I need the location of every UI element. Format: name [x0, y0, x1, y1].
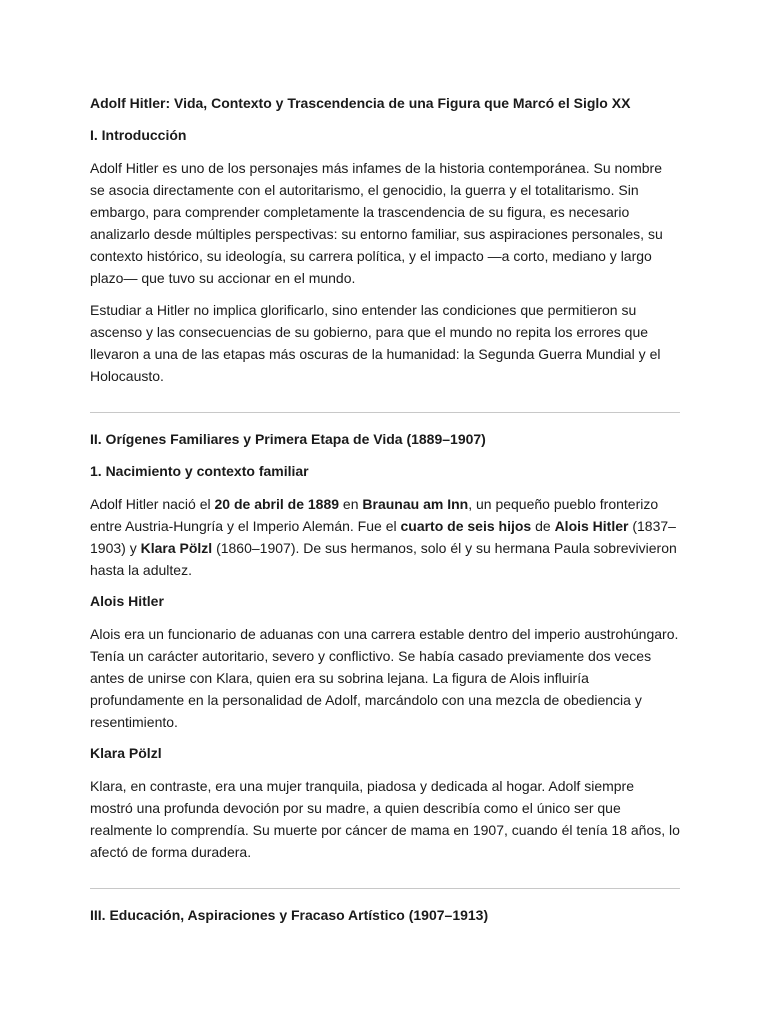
birth-text-6: (1860–1907). De sus hermanos, solo él y su hermana Paula sobrevivieron hasta la adultez. — [90, 540, 677, 578]
section-divider — [90, 888, 680, 889]
birth-text-1: Adolf Hitler nació el — [90, 496, 215, 512]
subsection-heading-nacimiento: 1. Nacimiento y contexto familiar — [90, 463, 309, 479]
subheading-alois: Alois Hitler — [90, 593, 164, 609]
birth-text-4: de — [531, 518, 555, 534]
father-name: Alois Hitler — [554, 518, 629, 534]
birth-paragraph — [90, 493, 680, 581]
intro-paragraph-2: Estudiar a Hitler no implica glorificarlo, sino entender las condiciones que permitieron su ascenso y las consecuencias de su gobierno, para que el mundo no repita los errores que llevaron a una de las etapas más oscuras de la humanidad: la Segunda Guerra Mundial y el Holocausto. — [90, 302, 661, 384]
subheading-klara: Klara Pölzl — [90, 745, 162, 761]
section-heading-origenes: II. Orígenes Familiares y Primera Etapa de Vida (1889–1907) — [90, 431, 486, 447]
intro-paragraph-1: Adolf Hitler es uno de los personajes más infames de la historia contemporánea. Su nombre se asocia directamente con el autoritarismo, el genocidio, la guerra y el totalitarismo. Sin embargo, para comprender completamente la trascendencia de su figura, es necesario analizarlo desde múltiples perspectivas: su entorno familiar, sus aspiraciones personales, su contexto histórico, su ideología, su carrera política, y el impacto —a corto, mediano y largo plazo— que tuvo su accionar en el mundo. — [90, 160, 663, 286]
klara-paragraph: Klara, en contraste, era una mujer tranquila, piadosa y dedicada al hogar. Adolf siempre mostró una profunda devoción por su madre, a quien describía como el único ser que realmente lo comprendía. Su muerte por cáncer de mama en 1907, cuando él tenía 18 años, lo afectó de forma duradera. — [90, 778, 680, 860]
mother-name: Klara Pölzl — [140, 540, 213, 556]
birth-date: 20 de abril de 1889 — [214, 496, 340, 512]
alois-paragraph: Alois era un funcionario de aduanas con una carrera estable dentro del imperio austrohúngaro. Tenía un carácter autoritario, severo y conflictivo. Se había casado previamente dos veces antes de unirse con Klara, quien era su sobrina lejana. La figura de Alois influiría profundamente en la personalidad de Adolf, marcándolo con una mezcla de obediencia y resentimiento. — [90, 626, 679, 730]
document-title: Adolf Hitler: Vida, Contexto y Trascendencia de una Figura que Marcó el Siglo XX — [90, 95, 631, 111]
document-page — [90, 93, 680, 937]
sibling-order: cuarto de seis hijos — [400, 518, 532, 534]
section-divider — [90, 412, 680, 413]
section-heading-educacion: III. Educación, Aspiraciones y Fracaso Artístico (1907–1913) — [90, 907, 489, 923]
birth-text-2: en — [339, 496, 363, 512]
birth-text-5: (1837–1903) y — [90, 518, 676, 556]
section-heading-introduccion: I. Introducción — [90, 127, 187, 143]
birth-place: Braunau am Inn — [362, 496, 469, 512]
birth-text-3: , un pequeño pueblo fronterizo entre Austria-Hungría y el Imperio Alemán. Fue el — [90, 496, 659, 534]
